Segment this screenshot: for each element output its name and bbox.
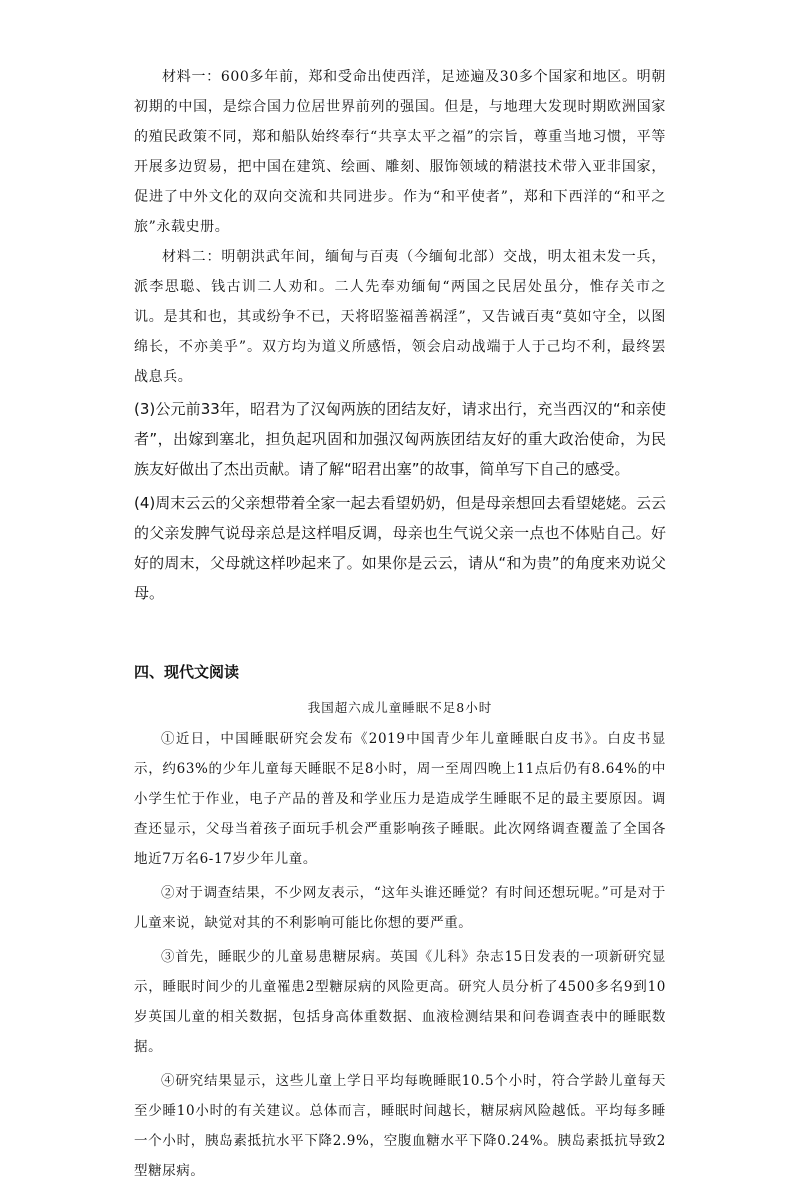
document-page bbox=[134, 62, 666, 1190]
article-paragraph-2: ②对于调查结果，不少网友表示，“这年头谁还睡觉？有时间还想玩呢。”可是对于儿童来说，缺觉对其的不利影响可能比你想的要严重。 bbox=[134, 885, 666, 931]
article-paragraph-4: ④研究结果显示，这些儿童上学日平均每晚睡眠10.5个小时，符合学龄儿童每天至少睡10小时的有关建议。总体而言，睡眠时间越长，糖尿病风险越低。平均每多睡一个小时，胰岛素抵抗水平下降2.9%，空腹血糖水平下降0.24%。胰岛素抵抗导致2型糖尿病。 bbox=[134, 1073, 666, 1179]
article-title: 我国超六成儿童睡眠不足8小时 bbox=[307, 700, 493, 715]
material-one-paragraph: 材料一：600多年前，郑和受命出使西洋，足迹遍及30多个国家和地区。明朝初期的中国，是综合国力位居世界前列的强国。但是，与地理大发现时期欧洲国家的殖民政策不同，郑和船队始终奉行“共享太平之福”的宗旨，尊重当地习惯，平等开展多边贸易，把中国在建筑、绘画、雕刻、服饰领域的精湛技术带入亚非国家，促进了中外文化的双向交流和共同进步。作为“和平使者”，郑和下西洋的“和平之旅”永载史册。 bbox=[134, 69, 666, 235]
article-paragraph-1: ①近日，中国睡眠研究会发布《2019中国青少年儿童睡眠白皮书》。白皮书显示，约63%的少年儿童每天睡眠不足8小时，周一至周四晚上11点后仍有8.64%的中小学生忙于作业，电子产品的普及和学业压力是造成学生睡眠不足的最主要原因。调查还显示，父母当着孩子面玩手机会严重影响孩子睡眠。此次网络调查覆盖了全国各地近7万名6-17岁少年儿童。 bbox=[134, 731, 666, 867]
section-heading: 四、现代文阅读 bbox=[134, 663, 240, 681]
question-4: (4)周末云云的父亲想带着全家一起去看望奶奶，但是母亲想回去看望姥姥。云云的父亲发脾气说母亲总是这样唱反调，母亲也生气说父亲一点也不体贴自己。好好的周末，父母就这样吵起来了。如果你是云云，请从“和为贵”的角度来劝说父母。 bbox=[134, 494, 666, 602]
question-3: (3)公元前33年，昭君为了汉匈两族的团结友好，请求出行，充当西汉的“和亲使者”，出嫁到塞北，担负起巩固和加强汉匈两族团结友好的重大政治使命，为民族友好做出了杰出贡献。请了解“昭君出塞”的故事，简单写下自己的感受。 bbox=[134, 400, 666, 478]
article-paragraph-3: ③首先，睡眠少的儿童易患糖尿病。英国《儿科》杂志15日发表的一项新研究显示，睡眠时间少的儿童罹患2型糖尿病的风险更高。研究人员分析了4500多名9到10岁英国儿童的相关数据，包括身高体重数据、血液检测结果和问卷调查表中的睡眠数据。 bbox=[134, 949, 666, 1055]
material-two-paragraph: 材料二：明朝洪武年间，缅甸与百夷（今缅甸北部）交战，明太祖未发一兵，派李思聪、钱古训二人劝和。二人先奉劝缅甸“两国之民居处虽分，惟存关市之讥。是其和也，其或纷争不已，天将昭鉴福善祸淫”，又告诫百夷“莫如守全，以图绵长，不亦美乎”。双方均为道义所感悟，领会启动战端于人于己均不利，最终罢战息兵。 bbox=[134, 249, 666, 385]
